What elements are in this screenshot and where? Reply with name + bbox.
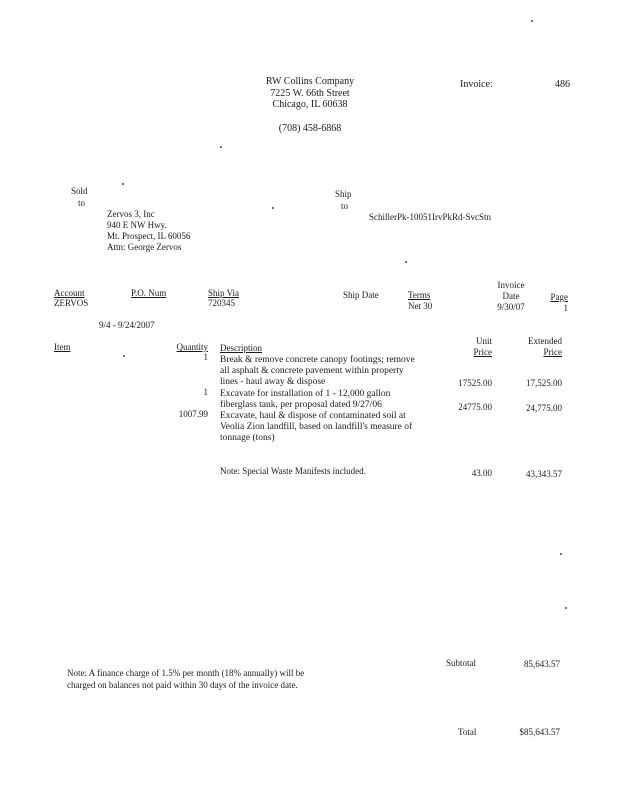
finance-note-line-2: charged on balances not paid within 30 days of the invoice date. — [67, 680, 298, 690]
terms-label: Terms — [408, 290, 431, 300]
scan-speck — [531, 20, 533, 22]
line-item-2-unit-price: 24775.00 — [458, 402, 492, 412]
company-phone: (708) 458-6868 — [278, 123, 342, 134]
account-label: Account — [54, 288, 85, 298]
line-item-2-quantity: 1 — [203, 387, 208, 397]
page-value: 1 — [563, 303, 568, 313]
ship-to-address: SchillerPk-10051IrvPkRd-SvcStn — [369, 212, 492, 222]
line-item-3-extended-price: 43,343.57 — [526, 469, 562, 479]
invoice-label: Invoice: — [460, 79, 493, 90]
company-street: 7225 W. 66th Street — [270, 88, 350, 99]
subtotal-value: 85,643.57 — [524, 659, 560, 669]
scan-speck — [272, 207, 274, 209]
ship-to-label-1: Ship — [335, 189, 352, 199]
scan-speck — [123, 355, 125, 357]
line-item-3-description: Excavate, haul & dispose of contaminated soil at Veolia Zion landfill, based on landfill's measure of tonnage (tons) — [220, 411, 413, 443]
ship-via-value: 720345 — [208, 298, 235, 308]
line-item-3-unit-price: 43.00 — [471, 468, 492, 478]
scan-speck — [405, 261, 407, 263]
sold-to-street: 940 E NW Hwy. — [107, 220, 167, 230]
invoice-date-value: 9/30/07 — [497, 302, 525, 312]
invoice-date-label-2: Date — [502, 291, 520, 301]
col-extended-price-1: Extended — [528, 336, 562, 346]
scan-speck — [220, 146, 222, 148]
company-city: Chicago, IL 60638 — [272, 99, 348, 110]
col-quantity: Quantity — [176, 342, 208, 352]
line-item-1-description: Break & remove concrete canopy footings; remove all asphalt & concrete pavement within property lines - haul away & dispose — [220, 355, 415, 387]
ship-date-label: Ship Date — [343, 290, 379, 300]
col-unit-price-1: Unit — [475, 336, 492, 346]
terms-value: Net 30 — [408, 301, 433, 311]
total-label: Total — [458, 727, 477, 737]
scan-speck — [122, 183, 124, 185]
company-name: RW Collins Company — [265, 76, 355, 87]
manifest-note: Note: Special Waste Manifests included. — [220, 466, 366, 476]
sold-to-label-1: Sold — [71, 186, 88, 196]
billing-period: 9/4 - 9/24/2007 — [99, 320, 155, 330]
sold-to-label-2: to — [78, 198, 86, 208]
line-item-1-quantity: 1 — [203, 352, 208, 362]
col-extended-price-2: Price — [543, 347, 562, 357]
invoice-number: 486 — [555, 79, 570, 90]
page-label: Page — [550, 292, 568, 302]
ship-to-label-2: to — [341, 201, 349, 211]
sold-to-city: Mt. Prospect, IL 60056 — [107, 231, 191, 241]
scan-speck — [560, 553, 562, 555]
col-unit-price-2: Price — [473, 347, 492, 357]
line-item-3-quantity: 1007.99 — [178, 409, 208, 419]
sold-to-attn: Attn: George Zervos — [107, 242, 182, 252]
line-item-2-description: Excavate for installation of 1 - 12,000 gallon fiberglass tank, per proposal dated 9/27/06 — [220, 389, 391, 410]
finance-note-line-1: Note: A finance charge of 1.5% per month (18% annually) will be — [67, 668, 305, 678]
line-item-2-extended-price: 24,775.00 — [526, 403, 562, 413]
sold-to-name: Zervos 3, Inc — [107, 209, 155, 219]
account-value: ZERVOS — [54, 298, 89, 308]
line-item-1-extended-price: 17,525.00 — [526, 378, 562, 388]
invoice-date-label-1: Invoice — [497, 280, 525, 290]
ship-via-label: Ship Via — [208, 288, 240, 298]
col-description: Description — [220, 343, 262, 353]
scan-speck — [565, 607, 567, 609]
total-value: $85,643.57 — [519, 727, 560, 737]
line-item-1-unit-price: 17525.00 — [458, 378, 492, 388]
po-label: P.O. Num — [131, 288, 167, 298]
col-item: Item — [54, 342, 71, 352]
subtotal-label: Subtotal — [446, 658, 477, 668]
